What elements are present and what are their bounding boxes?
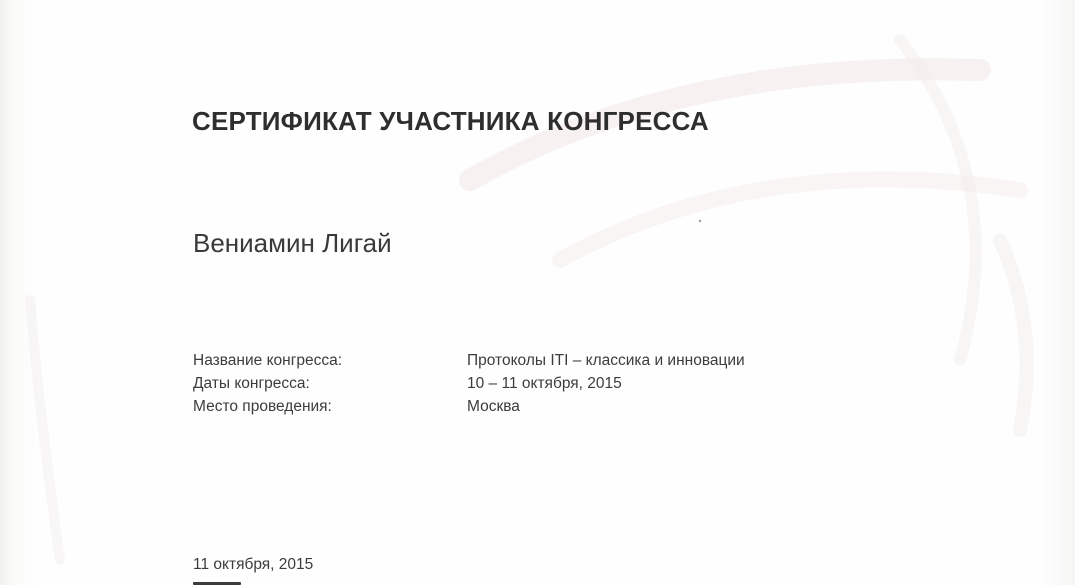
truncated-text-fragment xyxy=(193,579,241,585)
detail-value: 10 – 11 октября, 2015 xyxy=(467,375,622,392)
recipient-name: Вениамин Лигай xyxy=(193,228,392,258)
detail-label: Даты конгресса: xyxy=(193,375,310,392)
detail-label: Название конгресса: xyxy=(193,352,343,369)
detail-row-venue xyxy=(193,395,893,418)
detail-value: Протоколы ITI – классика и инновации xyxy=(467,352,745,369)
detail-row-congress-name xyxy=(193,349,893,372)
certificate-title: СЕРТИФИКАТ УЧАСТНИКА КОНГРЕССА xyxy=(192,106,709,136)
detail-label: Место проведения: xyxy=(193,398,332,415)
detail-row-congress-dates xyxy=(193,372,893,395)
issue-date: 11 октября, 2015 xyxy=(193,556,314,573)
detail-value: Москва xyxy=(467,398,520,415)
congress-details xyxy=(193,349,893,418)
